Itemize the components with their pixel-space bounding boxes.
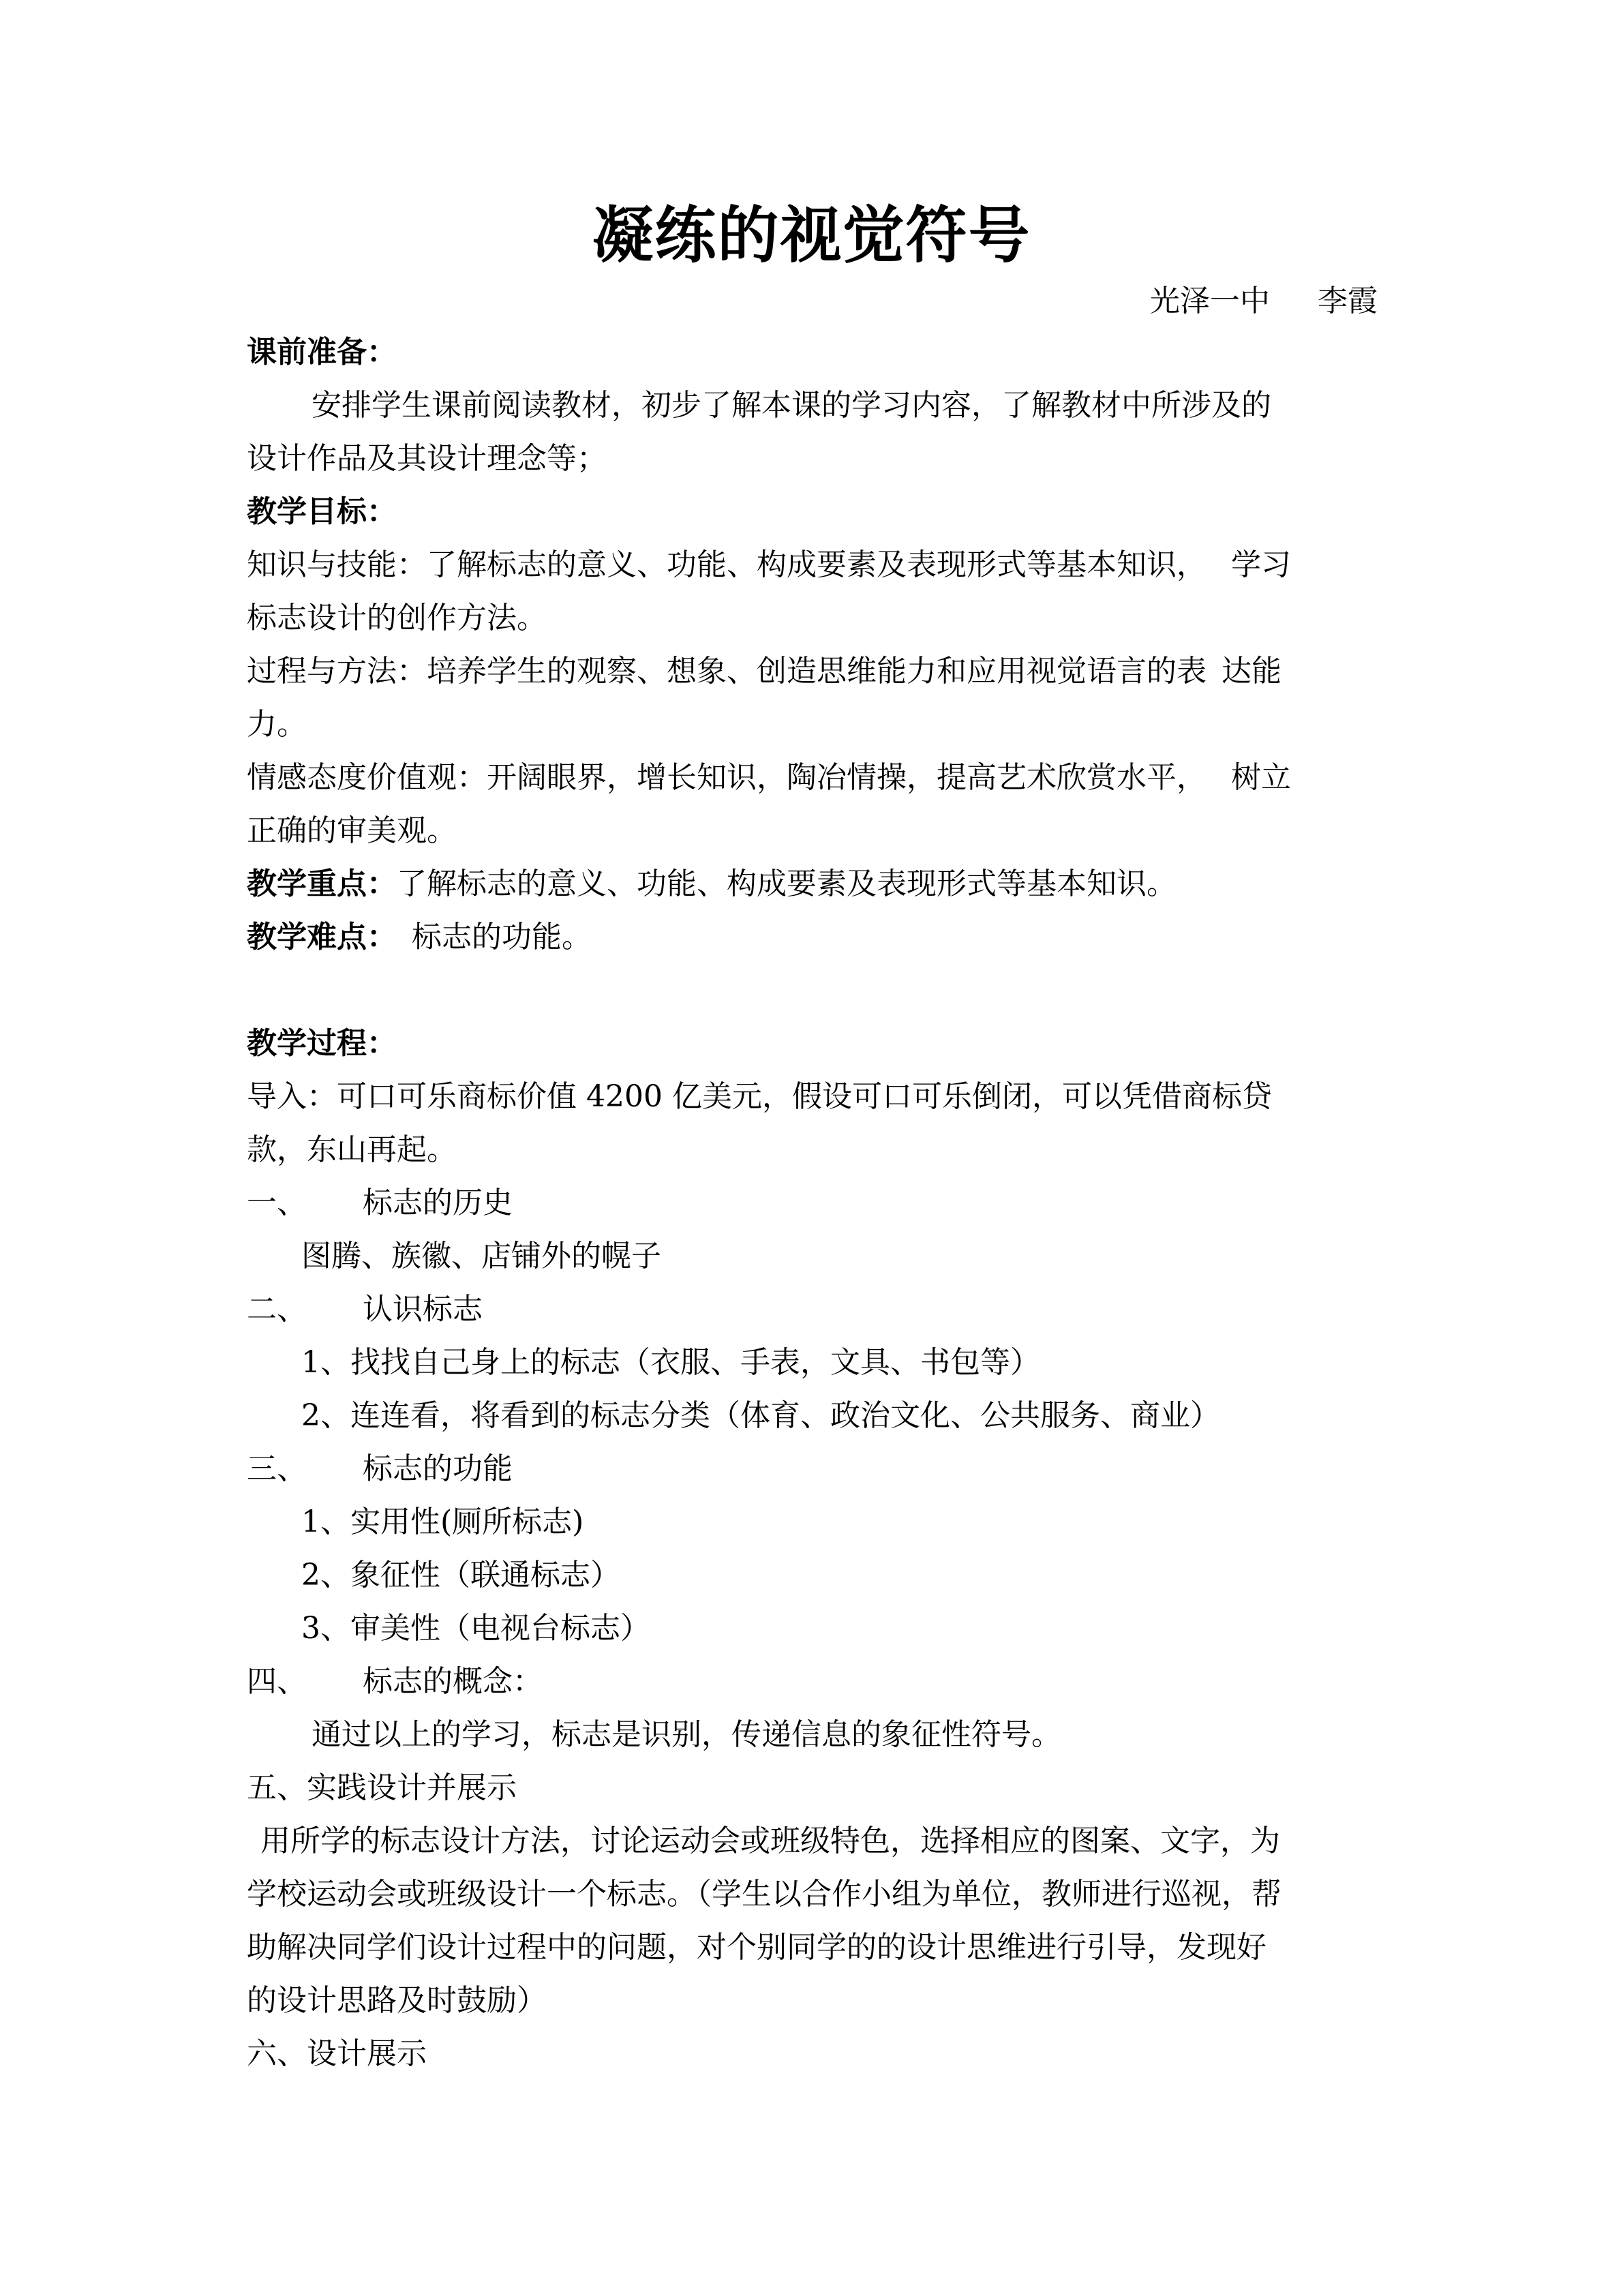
section-5-heading: 五、实践设计并展示 (247, 1770, 517, 1805)
section-3-item-3: 3、审美性（电视台标志） (301, 1611, 650, 1646)
prep-heading: 课前准备： (247, 335, 397, 369)
section-1-text: 图腾、族徽、店铺外的幌子 (301, 1239, 661, 1273)
spacer (247, 964, 1378, 1017)
goal-emotion-line-2: 正确的审美观。 (247, 813, 457, 848)
document-title: 凝练的视觉符号 (592, 199, 1031, 271)
section-2-item-2: 2、连连看，将看到的标志分类（体育、政治文化、公共服务、商业） (301, 1398, 1220, 1433)
goals-heading: 教学目标： (247, 494, 397, 529)
section-5-line-3: 助解决同学们设计过程中的问题，对个别同学的的设计思维进行引导，发现好 (247, 1930, 1266, 1965)
goal-process-line-1: 过程与方法：培养学生的观察、想象、创造思维能力和应用视觉语言的表 达能 (247, 654, 1281, 689)
key-point (247, 858, 1378, 911)
section-3-item-2: 2、象征性（联通标志） (301, 1558, 620, 1592)
section-3-item-1: 1、实用性(厕所标志) (301, 1505, 584, 1539)
goal-knowledge-line-1: 知识与技能：了解标志的意义、功能、构成要素及表现形式等基本知识， 学习 (247, 547, 1291, 582)
author-line (1150, 281, 1378, 322)
section-4-heading: 四、 标志的概念： (247, 1664, 543, 1699)
prep-line-2: 设计作品及其设计理念等； (247, 441, 607, 476)
difficulty (247, 911, 1378, 964)
section-5-line-2: 学校运动会或班级设计一个标志。（学生以合作小组为单位，教师进行巡视，帮 (247, 1877, 1281, 1912)
section-3-heading: 三、 标志的功能 (247, 1451, 513, 1486)
section-5-line-1: 用所学的标志设计方法，讨论运动会或班级特色，选择相应的图案、文字，为 (260, 1824, 1280, 1858)
difficulty-label: 教学难点： (247, 920, 397, 954)
section-6-heading: 六、设计展示 (247, 2036, 427, 2071)
author-school: 光泽一中 (1150, 284, 1270, 318)
process-heading: 教学过程： (247, 1026, 397, 1061)
section-1-heading: 一、 标志的历史 (247, 1185, 513, 1220)
difficulty-text: 标志的功能。 (412, 920, 592, 954)
intro-line-2: 款，东山再起。 (247, 1132, 457, 1167)
intro-line-1: 导入：可口可乐商标价值 4200 亿美元，假设可口可乐倒闭，可以凭借商标贷 (247, 1079, 1272, 1114)
section-4-text: 通过以上的学习，标志是识别，传递信息的象征性符号。 (312, 1717, 1061, 1752)
document-body (247, 326, 1378, 2081)
goal-knowledge-line-2: 标志设计的创作方法。 (247, 601, 547, 635)
section-2-heading: 二、 认识标志 (247, 1292, 483, 1327)
author-name: 李霞 (1318, 284, 1378, 318)
section-5-line-4: 的设计思路及时鼓励） (247, 1983, 547, 2018)
section-2-item-1: 1、找找自己身上的标志（衣服、手表，文具、书包等） (301, 1345, 1040, 1380)
key-point-label: 教学重点： (247, 866, 397, 901)
prep-line-1: 安排学生课前阅读教材，初步了解本课的学习内容，了解教材中所涉及的 (312, 388, 1271, 423)
key-point-text: 了解标志的意义、功能、构成要素及表现形式等基本知识。 (397, 866, 1177, 901)
goal-emotion-line-1: 情感态度价值观：开阔眼界，增长知识，陶冶情操，提高艺术欣赏水平， 树立 (247, 760, 1291, 795)
goal-process-line-2: 力。 (247, 707, 307, 742)
